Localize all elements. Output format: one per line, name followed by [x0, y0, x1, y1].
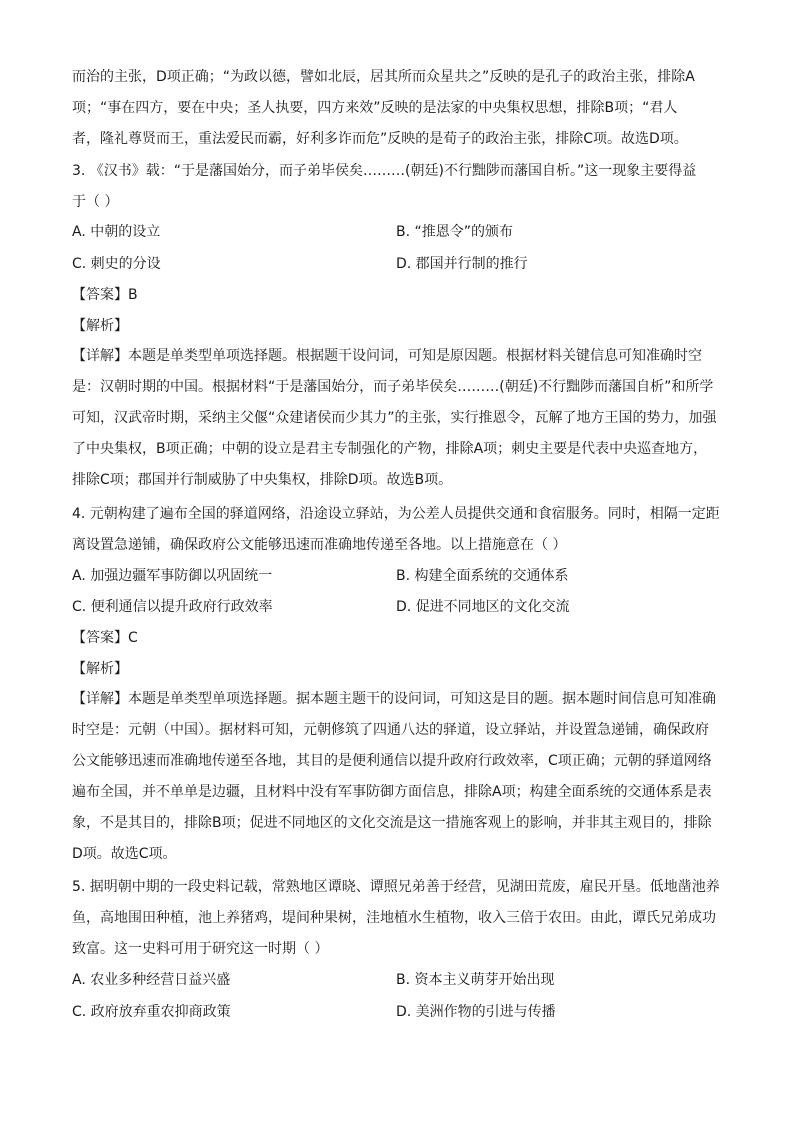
q3-detail	[72, 341, 724, 496]
q3-detail-line: 了中央集权，B项正确；中朝的设立是君主专制强化的产物，排除A项；刺史主要是代表中央巡查地方，	[72, 441, 708, 457]
q4-stem	[72, 499, 724, 561]
q3-stem-line: 3. 《汉书》载：“于是藩国始分，而子弟毕侯矣………(朝廷)不行黜陟而藩国自析。”这一现象主要得益	[72, 163, 697, 179]
q4-option-d: D. 促进不同地区的文化交流	[396, 599, 570, 615]
q5-stem-line: 致富。这一史料可用于研究这一时期（ ）	[72, 941, 329, 957]
q4-detail	[72, 684, 724, 870]
q3-detail-line: 排除C项；郡国并行制威胁了中央集权，排除D项。故选B项。	[72, 472, 453, 488]
q3-option-c: C. 刺史的分设	[72, 256, 161, 272]
q4-detail-line: 公文能够迅速而准确地传递至各地，其目的是便利通信以提升政府行政效率，C项正确；元朝的驿道网络	[72, 753, 712, 769]
q3-analysis-label: 【解析】	[72, 318, 128, 334]
q4-detail-line: 遍布全国，并不单单是边疆，且材料中没有军事防御方面信息，排除A项；构建全面系统的交通体系是表	[72, 784, 712, 800]
intro-line: 项；“事在四方，要在中央；圣人执要，四方来效”反映的是法家的中央集权思想，排除B项；“君人	[72, 100, 678, 116]
q4-option-c: C. 便利通信以提升政府行政效率	[72, 599, 273, 615]
q3-stem-line: 于（ ）	[72, 194, 119, 210]
q4-detail-line: 象，不是其目的，排除B项；促进不同地区的文化交流是这一措施客观上的影响，并非其主观目的，排除	[72, 815, 712, 831]
q5-stem-line: 5. 据明朝中期的一段史料记载，常熟地区谭晓、谭照兄弟善于经营，见湖田荒废，雇民开垦。低地凿池养	[72, 879, 720, 895]
q3-option-b: B. “推恩令”的颁布	[396, 224, 514, 240]
q3-option-d: D. 郡国并行制的推行	[396, 256, 528, 272]
q4-option-a: A. 加强边疆军事防御以巩固统一	[72, 568, 273, 584]
q4-detail-line: D项。故选C项。	[72, 846, 177, 862]
q5-option-a: A. 农业多种经营日益兴盛	[72, 972, 231, 988]
q4-stem-line: 4. 元朝构建了遍布全国的驿道网络，沿途设立驿站，为公差人员提供交通和食宿服务。同时，相隔一定距	[72, 506, 720, 522]
q4-stem-line: 离设置急递铺，确保政府公文能够迅速而准确地传递至各地。以上措施意在（ ）	[72, 537, 567, 553]
q4-option-b: B. 构建全面系统的交通体系	[396, 568, 569, 584]
intro-paragraph	[72, 62, 724, 155]
intro-line: 而治的主张，D项正确；“为政以德，譬如北辰，居其所而众星共之”反映的是孔子的政治主张，排除A	[72, 69, 695, 85]
q3-detail-line: 【详解】本题是单类型单项选择题。根据题干设问词，可知是原因题。根据材料关键信息可知准确时空	[72, 348, 702, 364]
q5-option-d: D. 美洲作物的引进与传播	[396, 1004, 556, 1020]
q4-detail-line: 时空是：元朝（中国）。据材料可知，元朝修筑了四通八达的驿道，设立驿站，并设置急递铺，确保政府	[72, 722, 709, 738]
q4-answer: 【答案】C	[72, 630, 138, 646]
q5-option-b: B. 资本主义萌芽开始出现	[396, 972, 555, 988]
q3-stem	[72, 156, 724, 218]
q4-detail-line: 【详解】本题是单类型单项选择题。据本题主题干的设问词，可知这是目的题。据本题时间信息可知准确	[72, 691, 716, 707]
q5-stem-line: 鱼，高地围田种植，池上养猪鸡，堤间种果树，洼地植水生植物，收入三倍于农田。由此，谭氏兄弟成功	[72, 910, 716, 926]
q3-answer: 【答案】B	[72, 287, 138, 303]
intro-line: 者，隆礼尊贤而王，重法爱民而霸，好利多诈而危”反映的是荀子的政治主张，排除C项。故选D项。	[72, 131, 688, 147]
q3-option-a: A. 中朝的设立	[72, 224, 161, 240]
q3-detail-line: 是：汉朝时期的中国。根据材料“于是藩国始分，而子弟毕侯矣………(朝廷)不行黜陟而藩国自析”和所学	[72, 379, 714, 395]
q5-stem	[72, 872, 724, 965]
q3-detail-line: 可知，汉武帝时期，采纳主父偃“众建诸侯而少其力”的主张，实行推恩令，瓦解了地方王国的势力，加强	[72, 410, 717, 426]
q5-option-c: C. 政府放弃重农抑商政策	[72, 1004, 231, 1020]
q4-analysis-label: 【解析】	[72, 661, 128, 677]
